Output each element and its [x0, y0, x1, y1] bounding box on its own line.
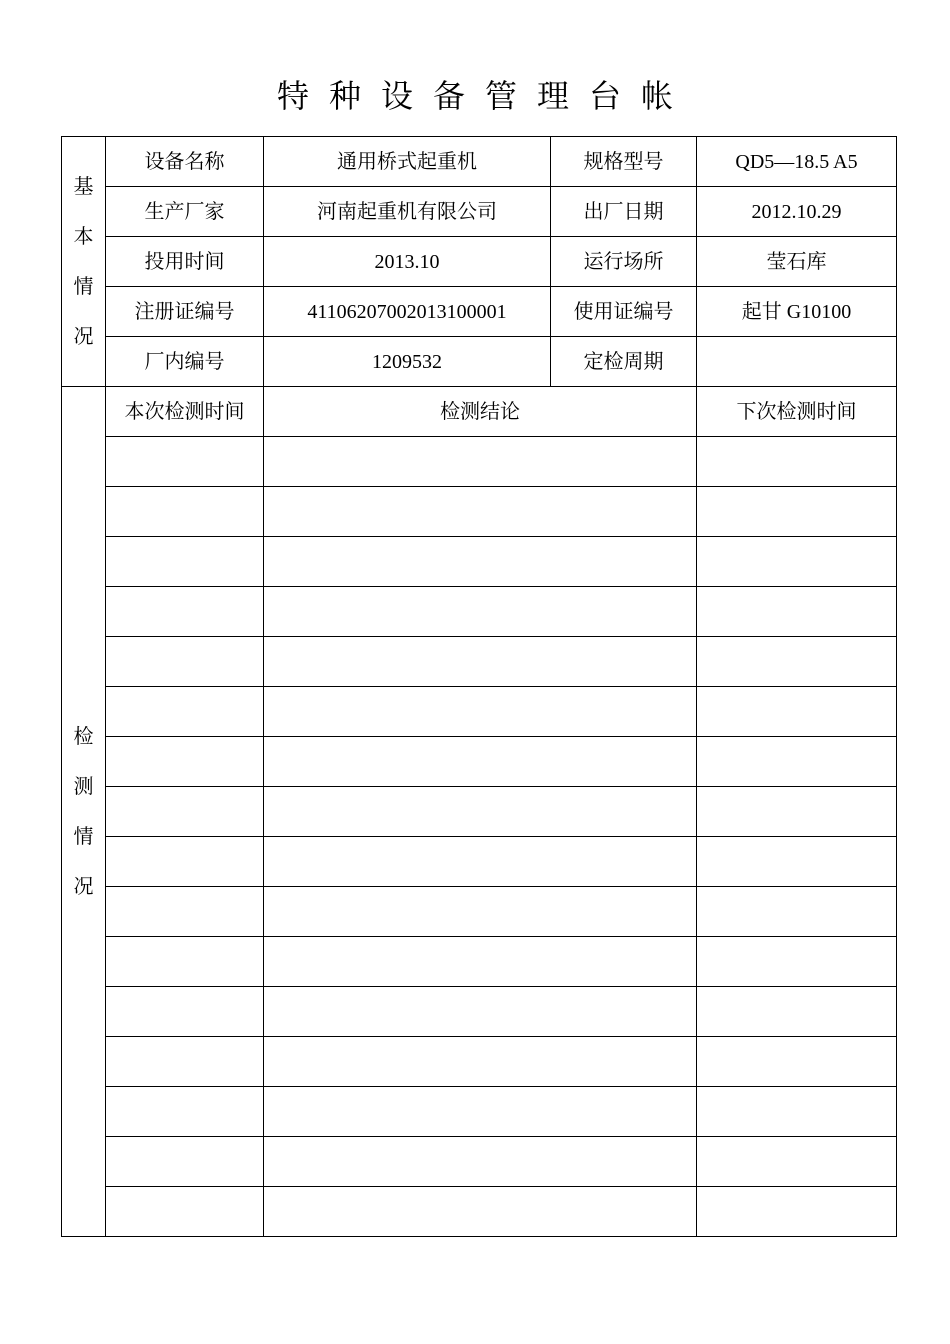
inspection-conclusion-cell[interactable] — [264, 887, 697, 937]
inspection-conclusion-cell[interactable] — [264, 987, 697, 1037]
field-value: QD5—18.5 A5 — [697, 137, 897, 187]
inspection-row — [62, 687, 897, 737]
next-inspection-date-cell[interactable] — [697, 1137, 897, 1187]
ledger-table — [61, 136, 897, 1237]
column-header-next-date: 下次检测时间 — [697, 387, 897, 437]
field-value: 1209532 — [264, 337, 551, 387]
inspection-conclusion-cell[interactable] — [264, 787, 697, 837]
current-inspection-date-cell[interactable] — [106, 1037, 264, 1087]
basic-row — [62, 137, 897, 187]
inspection-row — [62, 737, 897, 787]
inspection-conclusion-cell[interactable] — [264, 1037, 697, 1087]
basic-row — [62, 187, 897, 237]
field-value: 2012.10.29 — [697, 187, 897, 237]
inspection-row — [62, 1087, 897, 1137]
next-inspection-date-cell[interactable] — [697, 1037, 897, 1087]
field-label: 设备名称 — [106, 137, 264, 187]
inspection-row — [62, 637, 897, 687]
current-inspection-date-cell[interactable] — [106, 887, 264, 937]
next-inspection-date-cell[interactable] — [697, 1087, 897, 1137]
next-inspection-date-cell[interactable] — [697, 437, 897, 487]
basic-row — [62, 287, 897, 337]
inspection-row — [62, 887, 897, 937]
current-inspection-date-cell[interactable] — [106, 837, 264, 887]
field-value: 2013.10 — [264, 237, 551, 287]
current-inspection-date-cell[interactable] — [106, 487, 264, 537]
basic-section-label — [62, 137, 106, 387]
next-inspection-date-cell[interactable] — [697, 687, 897, 737]
current-inspection-date-cell[interactable] — [106, 587, 264, 637]
next-inspection-date-cell[interactable] — [697, 837, 897, 887]
basic-section-label-text: 基本情况 — [73, 175, 94, 348]
inspection-section-label-text: 检测情况 — [73, 725, 94, 898]
inspection-conclusion-cell[interactable] — [264, 1187, 697, 1237]
field-label: 厂内编号 — [106, 337, 264, 387]
inspection-section-label — [62, 387, 106, 1237]
page-title: 特种设备管理台帐 — [276, 78, 693, 114]
next-inspection-date-cell[interactable] — [697, 937, 897, 987]
current-inspection-date-cell[interactable] — [106, 787, 264, 837]
current-inspection-date-cell[interactable] — [106, 537, 264, 587]
field-label: 规格型号 — [551, 137, 697, 187]
inspection-conclusion-cell[interactable] — [264, 837, 697, 887]
inspection-conclusion-cell[interactable] — [264, 587, 697, 637]
inspection-row — [62, 537, 897, 587]
current-inspection-date-cell[interactable] — [106, 637, 264, 687]
current-inspection-date-cell[interactable] — [106, 1137, 264, 1187]
column-header-current-date: 本次检测时间 — [106, 387, 264, 437]
field-label: 出厂日期 — [551, 187, 697, 237]
inspection-row — [62, 787, 897, 837]
field-label: 注册证编号 — [106, 287, 264, 337]
inspection-row — [62, 1137, 897, 1187]
inspection-conclusion-cell[interactable] — [264, 637, 697, 687]
inspection-row — [62, 1037, 897, 1087]
inspection-row — [62, 837, 897, 887]
inspection-conclusion-cell[interactable] — [264, 537, 697, 587]
field-value: 莹石库 — [697, 237, 897, 287]
inspection-row — [62, 437, 897, 487]
current-inspection-date-cell[interactable] — [106, 987, 264, 1037]
inspection-conclusion-cell[interactable] — [264, 937, 697, 987]
inspection-row — [62, 1187, 897, 1237]
inspection-conclusion-cell[interactable] — [264, 737, 697, 787]
field-label: 投用时间 — [106, 237, 264, 287]
inspection-conclusion-cell[interactable] — [264, 437, 697, 487]
field-label: 定检周期 — [551, 337, 697, 387]
next-inspection-date-cell[interactable] — [697, 987, 897, 1037]
current-inspection-date-cell[interactable] — [106, 937, 264, 987]
field-label: 运行场所 — [551, 237, 697, 287]
inspection-row — [62, 487, 897, 537]
basic-row — [62, 337, 897, 387]
next-inspection-date-cell[interactable] — [697, 637, 897, 687]
column-header-conclusion: 检测结论 — [264, 387, 697, 437]
current-inspection-date-cell[interactable] — [106, 437, 264, 487]
inspection-section — [62, 387, 897, 1237]
next-inspection-date-cell[interactable] — [697, 737, 897, 787]
basic-info-section — [62, 137, 897, 387]
current-inspection-date-cell[interactable] — [106, 1087, 264, 1137]
field-label: 使用证编号 — [551, 287, 697, 337]
field-value: 起甘 G10100 — [697, 287, 897, 337]
inspection-conclusion-cell[interactable] — [264, 1137, 697, 1187]
field-value: 河南起重机有限公司 — [264, 187, 551, 237]
current-inspection-date-cell[interactable] — [106, 1187, 264, 1237]
field-value: 通用桥式起重机 — [264, 137, 551, 187]
field-value: 41106207002013100001 — [264, 287, 551, 337]
field-value — [697, 337, 897, 387]
next-inspection-date-cell[interactable] — [697, 887, 897, 937]
current-inspection-date-cell[interactable] — [106, 687, 264, 737]
inspection-row — [62, 937, 897, 987]
basic-row — [62, 237, 897, 287]
next-inspection-date-cell[interactable] — [697, 587, 897, 637]
next-inspection-date-cell[interactable] — [697, 487, 897, 537]
next-inspection-date-cell[interactable] — [697, 787, 897, 837]
next-inspection-date-cell[interactable] — [697, 1187, 897, 1237]
inspection-conclusion-cell[interactable] — [264, 687, 697, 737]
inspection-row — [62, 987, 897, 1037]
inspection-conclusion-cell[interactable] — [264, 487, 697, 537]
current-inspection-date-cell[interactable] — [106, 737, 264, 787]
next-inspection-date-cell[interactable] — [697, 537, 897, 587]
inspection-row — [62, 587, 897, 637]
field-label: 生产厂家 — [106, 187, 264, 237]
inspection-header-row — [62, 387, 897, 437]
inspection-conclusion-cell[interactable] — [264, 1087, 697, 1137]
